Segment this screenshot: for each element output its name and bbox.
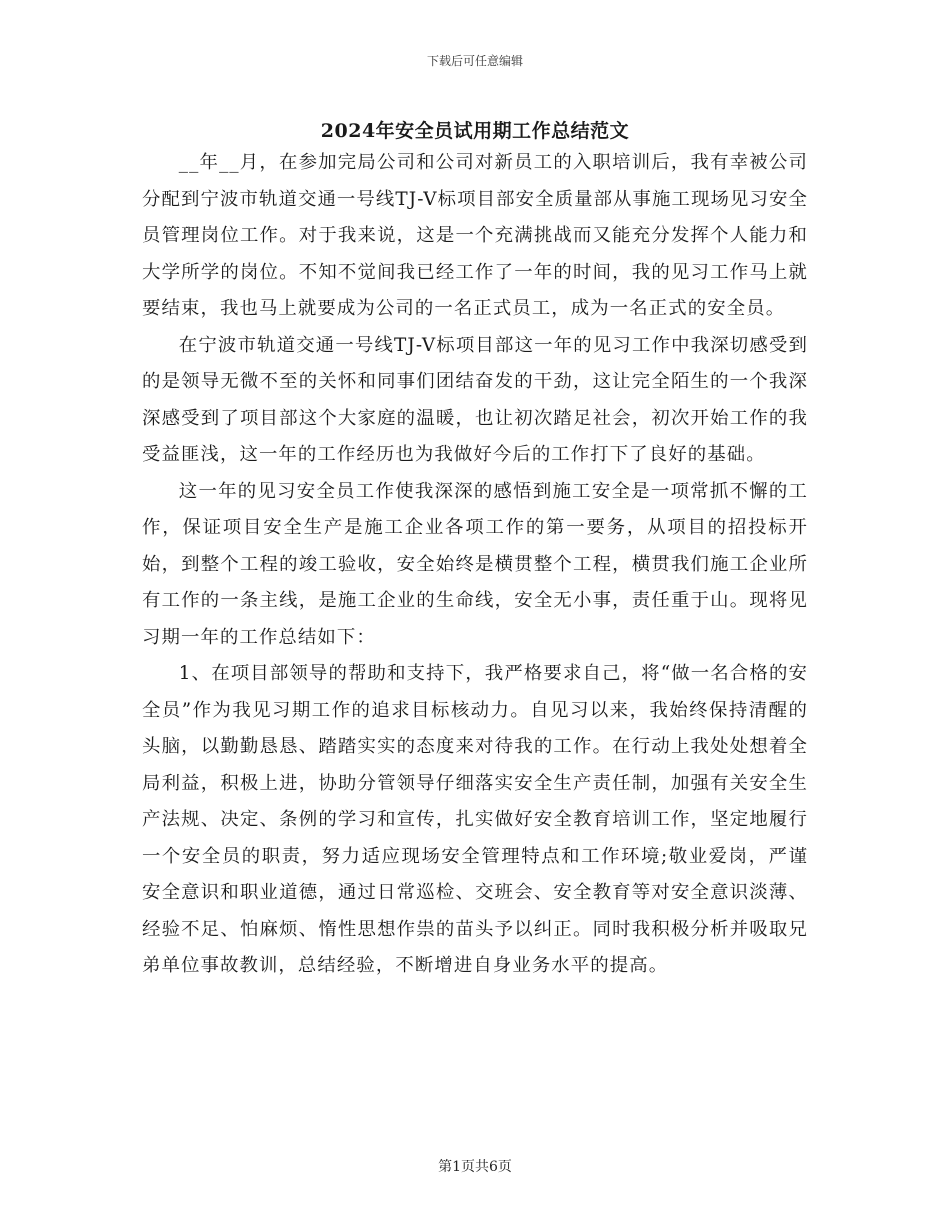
document-title: 2024年安全员试用期工作总结范文 xyxy=(320,120,630,142)
page-header-note: 下载后可任意编辑 xyxy=(426,54,523,68)
paragraph-2: 在宁波市轨道交通一号线TJ-V标项目部这一年的见习工作中我深切感受到的是领导无微不至的关怀和同事们团结奋发的干劲，这让完全陌生的一个我深深感受到了项目部这个大家庭的温暖，也让初次踏足社会，初次开始工作的我受益匪浅，这一年的工作经历也为我做好今后的工作打下了良好的基础。 xyxy=(142,334,808,465)
paragraph-4: 1、在项目部领导的帮助和支持下，我严格要求自己，将“做一名合格的安全员”作为我见习期工作的追求目标核动力。自见习以来，我始终保持清醒的头脑，以勤勤恳恳、踏踏实实的态度来对待我的工作。在行动上我处处想着全局利益，积极上进，协助分管领导仔细落实安全生产责任制，加强有关安全生产法规、决定、条例的学习和宣传，扎实做好安全教育培训工作，坚定地履行一个安全员的职责，努力适应现场安全管理特点和工作环境;敬业爱岗，严谨安全意识和职业道德，通过日常巡检、交班会、安全教育等对安全意识淡薄、经验不足、怕麻烦、惰性思想作祟的苗头予以纠正。同时我积极分析并吸取兄弟单位事故教训，总结经验，不断增进自身业务水平的提高。 xyxy=(142,663,808,976)
page-number: 第1页共6页 xyxy=(438,1159,512,1175)
paragraph-3: 这一年的见习安全员工作使我深深的感悟到施工安全是一项常抓不懈的工作，保证项目安全生产是施工企业各项工作的第一要务，从项目的招投标开始，到整个工程的竣工验收，安全始终是横贯整个工程，横贯我们施工企业所有工作的一条主线，是施工企业的生命线，安全无小事，责任重于山。现将见习期一年的工作总结如下： xyxy=(142,480,808,648)
paragraph-1: __年__月，在参加完局公司和公司对新员工的入职培训后，我有幸被公司分配到宁波市轨道交通一号线TJ-V标项目部安全质量部从事施工现场见习安全员管理岗位工作。对于我来说，这是一个充满挑战而又能充分发挥个人能力和大学所学的岗位。不知不觉间我已经工作了一年的时间，我的见习工作马上就要结束，我也马上就要成为公司的一名正式员工，成为一名正式的安全员。 xyxy=(142,152,808,319)
document-body xyxy=(142,145,808,985)
